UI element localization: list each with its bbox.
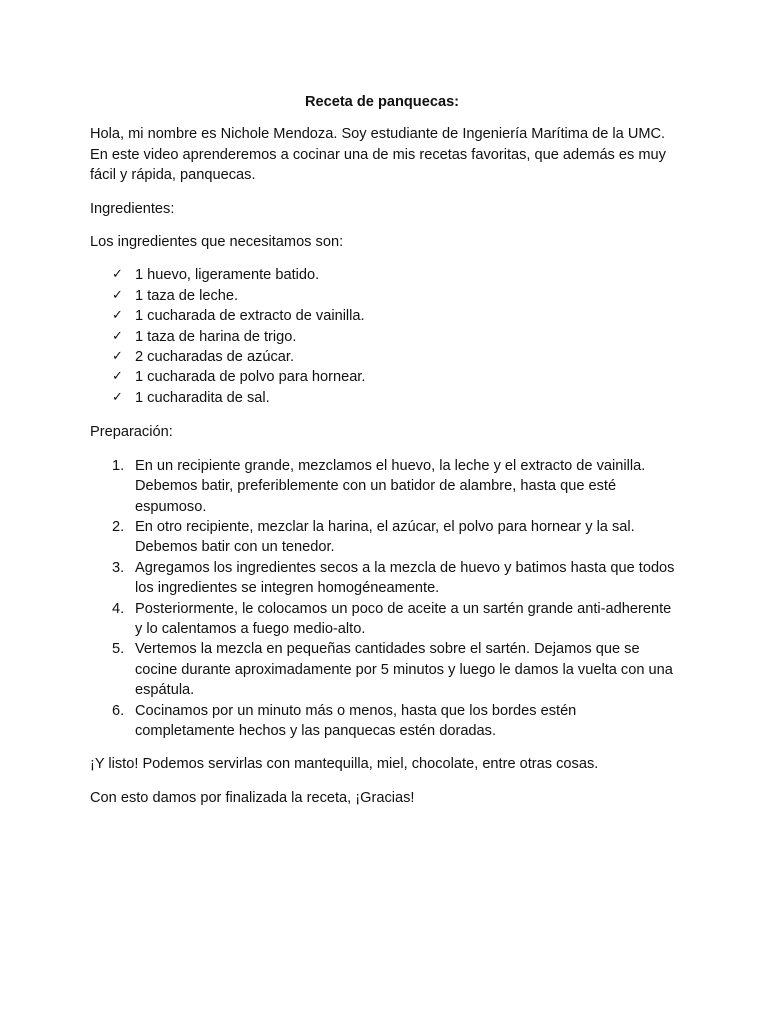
ingredient-text: 1 cucharada de extracto de vainilla. <box>135 308 365 325</box>
ingredient-item <box>112 327 680 347</box>
ingredients-list <box>90 265 680 408</box>
step-number: 3. <box>112 559 125 576</box>
ingredients-heading: Ingredientes: <box>90 200 175 217</box>
step-number: 2. <box>112 518 125 535</box>
checkmark-icon: ✓ <box>112 349 123 365</box>
ingredient-item <box>112 347 680 367</box>
ingredient-item <box>112 265 680 285</box>
step-item <box>112 517 680 558</box>
step-text: En un recipiente grande, mezclamos el huevo, la leche y el extracto de vainilla. Debemos batir, preferiblemente con un batidor de alambre, hasta que esté espumoso. <box>135 457 646 515</box>
checkmark-icon: ✓ <box>112 267 123 283</box>
document-page <box>90 92 680 821</box>
ingredient-item <box>112 367 680 387</box>
ingredient-text: 1 cucharadita de sal. <box>135 389 270 406</box>
checkmark-icon: ✓ <box>112 369 123 385</box>
step-number: 1. <box>112 457 125 474</box>
step-number: 6. <box>112 702 125 719</box>
ingredient-text: 2 cucharadas de azúcar. <box>135 349 295 366</box>
step-text: Agregamos los ingredientes secos a la mezcla de huevo y batimos hasta que todos los ingredientes se integren homogéneamente. <box>135 559 675 597</box>
ingredient-text: 1 huevo, ligeramente batido. <box>135 267 320 284</box>
ingredient-text: 1 taza de harina de trigo. <box>135 328 297 345</box>
checkmark-icon: ✓ <box>112 308 123 324</box>
preparation-steps <box>90 456 680 742</box>
checkmark-icon: ✓ <box>112 389 123 405</box>
ingredient-item <box>112 306 680 326</box>
ingredient-text: 1 cucharada de polvo para hornear. <box>135 369 366 386</box>
step-text: Posteriormente, le colocamos un poco de aceite a un sartén grande anti-adherente y lo calentamos a fuego medio-alto. <box>135 600 672 637</box>
step-item <box>112 639 680 700</box>
ingredient-item <box>112 388 680 408</box>
closing-paragraph: ¡Y listo! Podemos servirlas con mantequilla, miel, chocolate, entre otras cosas. <box>90 756 599 773</box>
step-text: En otro recipiente, mezclar la harina, el azúcar, el polvo para hornear y la sal. Debemos batir con un tenedor. <box>135 518 635 556</box>
step-item <box>112 558 680 599</box>
step-item <box>112 599 680 640</box>
checkmark-icon: ✓ <box>112 287 123 303</box>
recipe-title: Receta de panquecas: <box>304 94 460 110</box>
step-number: 5. <box>112 641 125 658</box>
ingredient-item <box>112 286 680 306</box>
step-item <box>112 701 680 742</box>
step-item <box>112 456 680 517</box>
intro-paragraph: Hola, mi nombre es Nichole Mendoza. Soy estudiante de Ingeniería Marítima de la UMC. En este video aprenderemos a cocinar una de mis recetas favoritas, que además es muy fácil y rápida, panquecas. <box>90 126 666 184</box>
step-text: Cocinamos por un minuto más o menos, hasta que los bordes estén completamente hechos y las panquecas estén doradas. <box>135 702 577 739</box>
checkmark-icon: ✓ <box>112 328 123 344</box>
preparation-heading: Preparación: <box>90 424 173 441</box>
ingredients-intro: Los ingredientes que necesitamos son: <box>90 234 344 251</box>
final-paragraph: Con esto damos por finalizada la receta, ¡Gracias! <box>90 789 415 806</box>
ingredient-text: 1 taza de leche. <box>135 287 239 304</box>
step-number: 4. <box>112 600 125 617</box>
step-text: Vertemos la mezcla en pequeñas cantidades sobre el sartén. Dejamos que se cocine durante aproximadamente por 5 minutos y luego le damos la vuelta con una espátula. <box>135 641 673 699</box>
